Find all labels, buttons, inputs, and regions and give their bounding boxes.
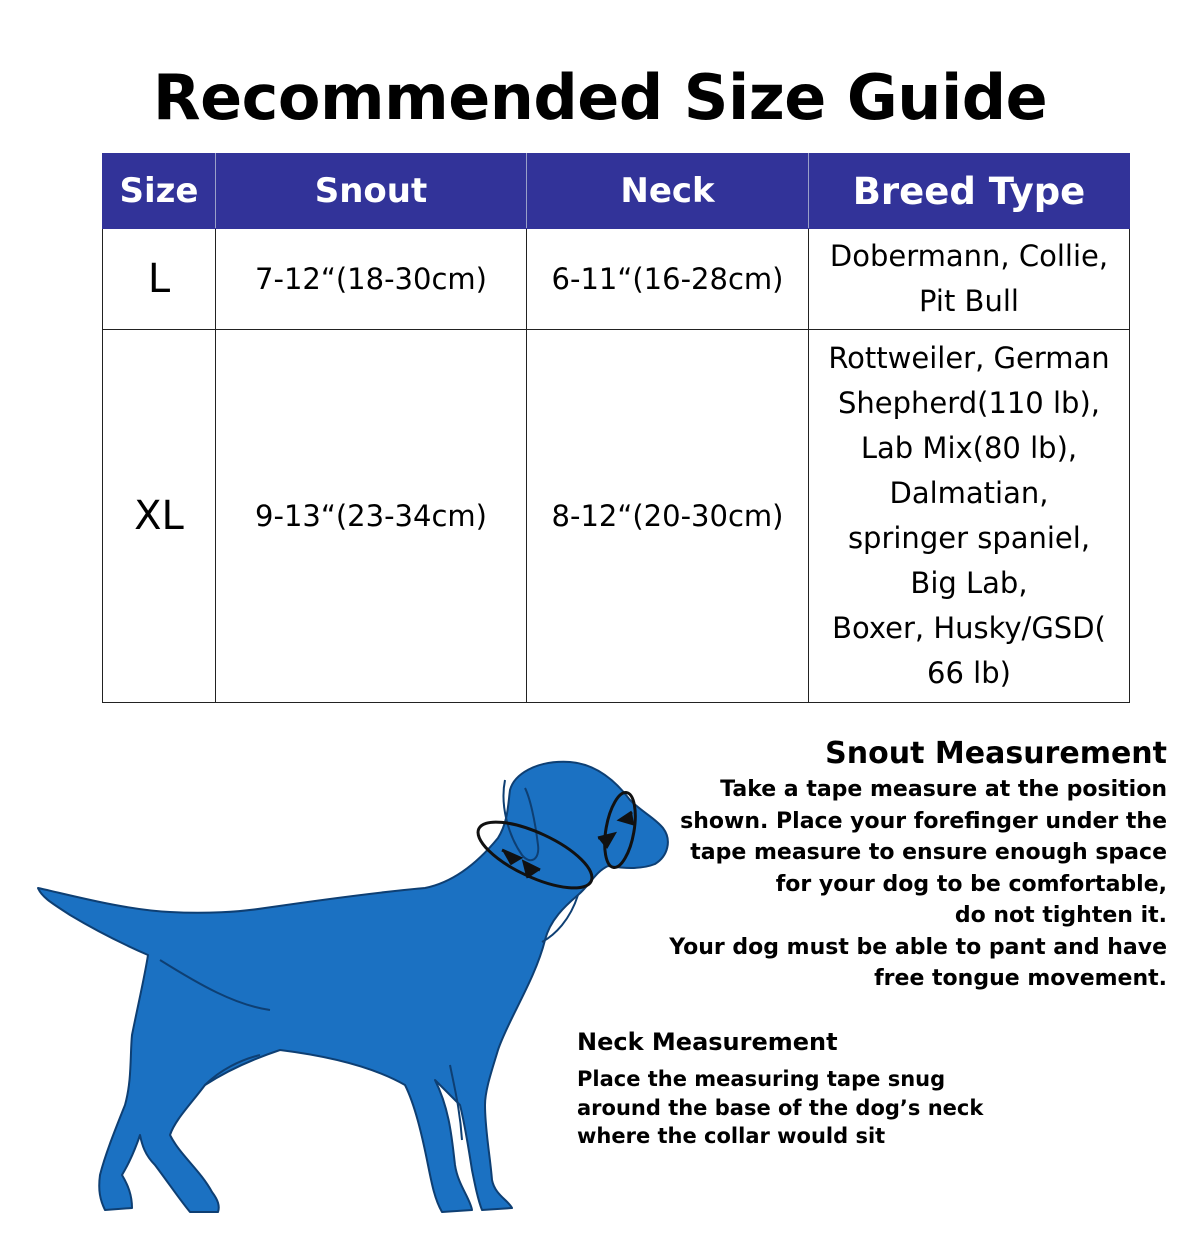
neck-measurement-text bbox=[577, 1065, 1177, 1151]
header-neck: Neck bbox=[527, 154, 809, 229]
snout-line: Your dog must be able to pant and have bbox=[669, 934, 1167, 960]
snout-line: for your dog to be comfortable, bbox=[775, 871, 1167, 897]
snout-cell: 7-12“(18-30cm) bbox=[216, 229, 527, 330]
table-header-row bbox=[103, 154, 1130, 229]
header-size: Size bbox=[103, 154, 216, 229]
size-table bbox=[102, 153, 1130, 703]
header-snout: Snout bbox=[216, 154, 527, 229]
page-title: Recommended Size Guide bbox=[152, 61, 1048, 134]
snout-line: tape measure to ensure enough space bbox=[690, 840, 1167, 865]
snout-measurement-text bbox=[560, 774, 1167, 995]
breed-cell: Rottweiler, German Shepherd(110 lb), Lab Mix(80 lb), Dalmatian, springer spaniel, Big Lab, Boxer, Husky/GSD( 66 lb) bbox=[809, 330, 1130, 703]
snout-line: Take a tape measure at the position bbox=[720, 777, 1167, 802]
header-breed-type: Breed Type bbox=[809, 154, 1130, 229]
neck-measurement-title: Neck Measurement bbox=[577, 1028, 838, 1056]
neck-cell: 8-12“(20-30cm) bbox=[527, 330, 809, 703]
snout-line: do not tighten it. bbox=[954, 903, 1167, 928]
table-row bbox=[103, 330, 1130, 703]
neck-cell: 6-11“(16-28cm) bbox=[527, 229, 809, 330]
snout-line: shown. Place your forefinger under the bbox=[680, 808, 1167, 834]
snout-measurement-title: Snout Measurement bbox=[825, 736, 1167, 771]
size-cell: L bbox=[103, 229, 216, 330]
size-cell: XL bbox=[103, 330, 216, 703]
snout-cell: 9-13“(23-34cm) bbox=[216, 330, 527, 703]
breed-cell: Dobermann, Collie, Pit Bull bbox=[809, 229, 1130, 330]
neck-line: Place the measuring tape snug bbox=[577, 1067, 946, 1091]
snout-line: free tongue movement. bbox=[874, 966, 1167, 991]
table-row bbox=[103, 229, 1130, 330]
neck-line: where the collar would sit bbox=[577, 1124, 886, 1148]
neck-line: around the base of the dog’s neck bbox=[577, 1095, 984, 1120]
